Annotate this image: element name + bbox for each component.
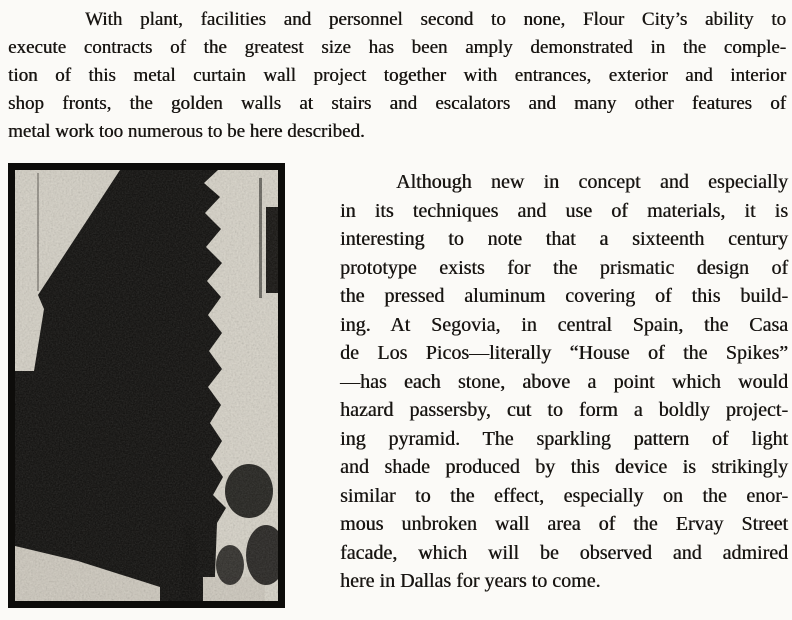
text-line: here in Dallas for years to come. xyxy=(340,570,601,592)
text-line: mous unbroken wall area of the Ervay Street xyxy=(340,513,788,535)
text-line: in its techniques and use of materials, it is xyxy=(340,199,788,222)
text-line: the pressed aluminum covering of this build- xyxy=(340,285,788,307)
text-line: execute contracts of the greatest size has been amply demonstrated in the comple- xyxy=(8,37,786,58)
text-line: similar to the effect, especially on the enor- xyxy=(340,484,788,507)
text-line: Although new in concept and especially xyxy=(396,171,788,193)
text-line: metal work too numerous to be here described. xyxy=(8,121,365,142)
text-line: interesting to note that a sixteenth century xyxy=(340,228,788,250)
text-line: and shade produced by this device is strikingly xyxy=(340,456,788,478)
text-line: facade, which will be observed and admired xyxy=(340,541,788,564)
text-line: ing. At Segovia, in central Spain, the Casa xyxy=(340,313,788,336)
building-photo-art xyxy=(8,163,285,608)
text-line: shop fronts, the golden walls at stairs and escalators and many other features of xyxy=(8,93,786,114)
body-paragraph xyxy=(340,168,788,596)
text-line: ing pyramid. The sparkling pattern of light xyxy=(340,427,788,450)
text-line: With plant, facilities and personnel second to none, Flour City’s ability to xyxy=(85,9,786,30)
text-line: tion of this metal curtain wall project together with entrances, exterior and interior xyxy=(8,65,786,86)
intro-paragraph xyxy=(8,6,786,146)
text-line: prototype exists for the prismatic design of xyxy=(340,256,788,279)
text-line: hazard passersby, cut to form a boldly project- xyxy=(340,399,788,421)
text-line: de Los Picos—literally “House of the Spikes” xyxy=(340,342,788,364)
building-photo xyxy=(8,163,285,608)
text-line: —has each stone, above a point which would xyxy=(340,370,788,393)
